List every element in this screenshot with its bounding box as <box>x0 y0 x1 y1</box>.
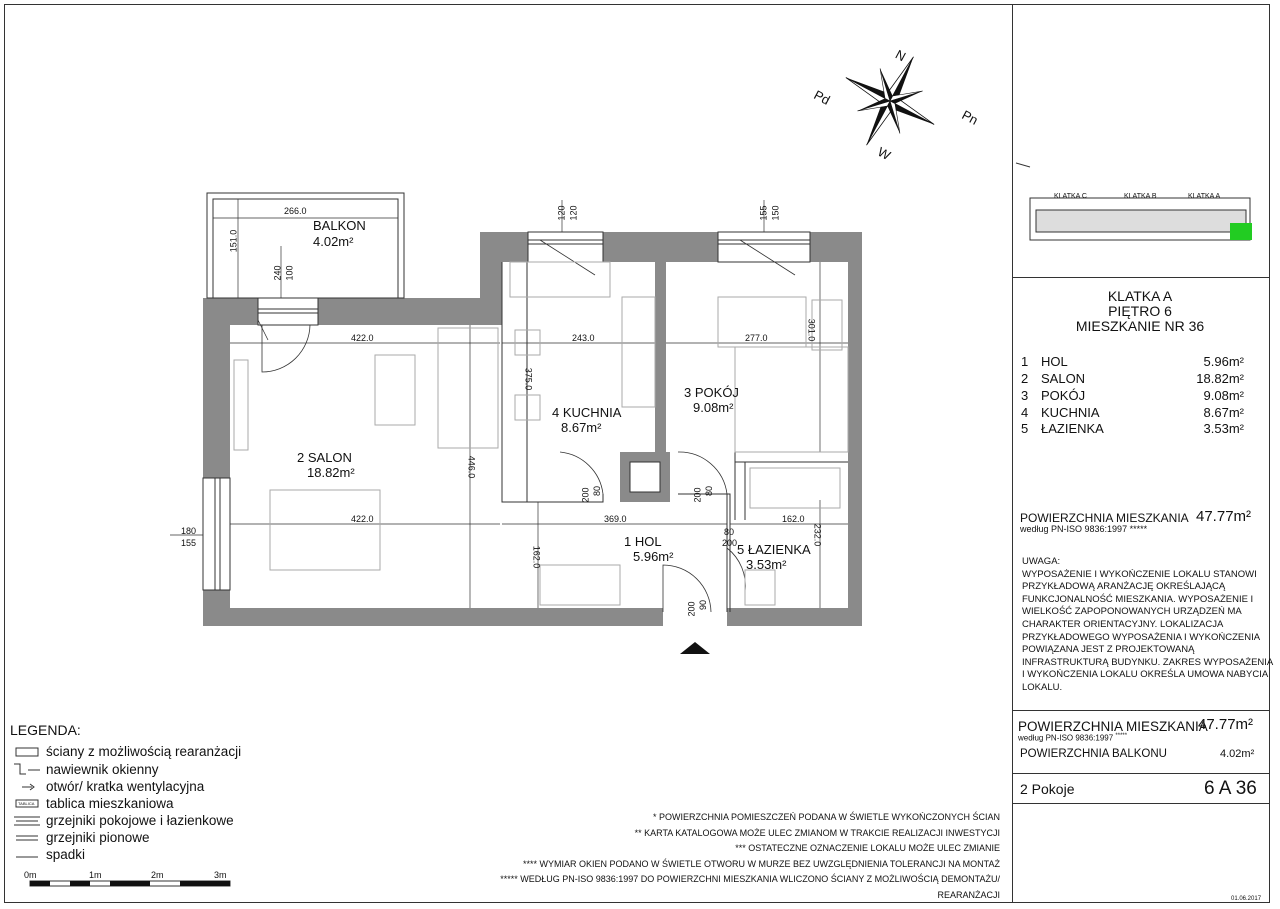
summary-area-value: 47.77m² <box>1198 716 1254 733</box>
uwaga-line: CHARAKTER ORIENTACYJNY. LOKALIZACJA <box>1022 618 1224 630</box>
legend-item-vent: otwór/ kratka wentylacyjna <box>46 779 205 794</box>
apartment-code: 6 A 36 <box>1204 778 1257 799</box>
uwaga-line: LOKALU. <box>1022 681 1063 693</box>
dim-kuchnia-width: 243.0 <box>572 333 595 343</box>
room-salon-area: 18.82m² <box>307 465 355 480</box>
legend-item-walls: ściany z możliwością rearanżacji <box>46 744 242 759</box>
room-kuchnia-area: 8.67m² <box>561 420 602 435</box>
uwaga-note <box>1022 556 1273 695</box>
dim-balkon-door-top: 100 <box>284 265 295 281</box>
uwaga-line: POWIĄZANA JEST Z PROJEKTOWANĄ <box>1022 644 1195 656</box>
footnote: ** KARTA KATALOGOWA MOŻE ULEC ZMIANOM W TRAKCIE REALIZACJI INWESTYCJI <box>634 827 1000 838</box>
footnote: *** OSTATECZNE OZNACZENIE LOKALU MOŻE ULEC ZMIANIE <box>735 843 1000 853</box>
legend-item-radiators: grzejniki pokojowe i łazienkowe <box>46 813 234 828</box>
room-list-no: 5 <box>1021 421 1029 436</box>
scale-label-3: 3m <box>214 870 227 880</box>
uwaga-title: UWAGA: <box>1022 556 1061 567</box>
dim-door-lazienka-top: 80 <box>724 527 735 537</box>
scale-label-2: 2m <box>151 870 164 880</box>
dim-door-pokoj-top: 80 <box>704 485 715 497</box>
dim-door-kuchnia-bottom: 200 <box>580 487 591 503</box>
scale-label-1: 1m <box>89 870 102 880</box>
room-list-name: ŁAZIENKA <box>1041 421 1104 436</box>
scale-bar <box>30 881 230 886</box>
dim-pokoj-width: 277.0 <box>745 333 768 343</box>
dim-door-kuchnia-top: 80 <box>592 485 603 497</box>
room-list-name: HOL <box>1041 354 1068 369</box>
wall-icon <box>16 748 38 756</box>
balcony-area: 4.02m² <box>313 234 354 249</box>
dim-win-kuchnia-bottom: 120 <box>556 205 567 221</box>
footnote: ***** WEDŁUG PN-ISO 9836:1997 DO POWIERZCHNI MIESZKANIA WLICZONO ŚCIANY Z MOŻLIWOŚCIĄ DEMONTAŻU/ <box>500 874 1000 884</box>
keyplan-highlight <box>1230 223 1252 240</box>
footnote: * POWIERZCHNIA POMIESZCZEŃ PODANA W ŚWIETLE WYKOŃCZONYCH ŚCIAN <box>652 812 1000 822</box>
dim-lazienka-height: 232.0 <box>812 523 823 547</box>
compass-east: Pn <box>959 107 981 128</box>
date: 01.06.2017 <box>1231 896 1262 902</box>
dim-win-salon-top: 180 <box>181 526 197 536</box>
dim-balkon-width: 266.0 <box>284 206 307 216</box>
scale-label-0: 0m <box>24 870 37 880</box>
vertical-radiator-icon <box>16 836 38 840</box>
dim-door-pokoj-bottom: 200 <box>692 487 703 503</box>
keyplan-label-c: KLATKA C <box>1054 193 1087 200</box>
uwaga-line: PRZYKŁADOWĄ ARANŻACJĘ OKREŚLAJĄCĄ <box>1022 581 1226 593</box>
dim-balkon-depth: 151.0 <box>228 229 239 253</box>
room-list-area: 3.53m² <box>1203 421 1244 436</box>
room-salon: 2 SALON <box>297 450 352 465</box>
dim-win-pokoj-bottom: 155 <box>758 205 769 221</box>
legend-item-slopes: spadki <box>46 847 86 862</box>
entrance-arrow-icon <box>680 642 710 654</box>
dim-win-salon-bottom: 155 <box>181 538 197 548</box>
legend-plate-text: TABLICA <box>18 801 35 806</box>
legend-item-plate: tablica mieszkaniowa <box>46 796 174 811</box>
room-list-name: POKÓJ <box>1041 388 1086 403</box>
footnote: REARANŻACJI <box>937 889 1000 900</box>
legend-title: LEGENDA: <box>10 722 81 738</box>
keyplan-label-b: KLATKA B <box>1124 193 1157 200</box>
compass-south: W <box>875 143 894 164</box>
uwaga-line: WIELKOŚĆ ZAPOPONOWANYCH URZĄDZEŃ MA <box>1022 606 1242 618</box>
window-vent-icon <box>14 764 40 774</box>
header-apartment: MIESZKANIE NR 36 <box>1075 318 1205 334</box>
dim-balkon-door-bottom: 240 <box>272 265 283 281</box>
room-hol: 1 HOL <box>624 534 662 549</box>
dim-kuchnia-height: 375.0 <box>523 367 534 391</box>
compass-west: Pd <box>811 87 833 108</box>
dim-door-entry-top: 90 <box>698 599 709 611</box>
footnote: **** WYMIAR OKIEN PODANO W ŚWIETLE OTWORU W MURZE BEZ UWZGLĘDNIENIA TOLERANCJI NA MONTAŻ <box>522 858 1000 869</box>
dim-door-lazienka-bottom: 200 <box>722 538 738 548</box>
dim-win-pokoj-top: 150 <box>770 205 781 221</box>
summary-balcony-label: POWIERZCHNIA BALKONU <box>1020 748 1167 760</box>
room-pokoj-area: 9.08m² <box>693 400 734 415</box>
dim-hol-height: 162.0 <box>531 545 542 569</box>
room-list-area: 18.82m² <box>1196 371 1244 386</box>
room-list-area: 9.08m² <box>1203 388 1244 403</box>
room-list-no: 2 <box>1021 371 1029 386</box>
area-standard: według PN-ISO 9836:1997 ***** <box>1020 524 1148 534</box>
room-list-area: 8.67m² <box>1203 405 1244 420</box>
radiator-icon <box>14 817 40 825</box>
dim-pokoj-height: 301.0 <box>806 318 817 342</box>
header-stairwell: KLATKA A <box>1107 288 1173 304</box>
room-list-name: KUCHNIA <box>1041 405 1100 420</box>
area-label: POWIERZCHNIA MIESZKANIA <box>1020 511 1189 525</box>
room-list-name: SALON <box>1041 371 1086 386</box>
room-hol-area: 5.96m² <box>633 549 674 564</box>
uwaga-line: INFRASTRUKTURĄ BUDYNKU. ZAKRES WYPOSAŻENIA <box>1022 656 1274 668</box>
area-value: 47.77m² <box>1196 508 1252 525</box>
dim-salon-height: 446.0 <box>466 455 477 479</box>
room-kuchnia: 4 KUCHNIA <box>552 405 622 420</box>
dim-door-entry-bottom: 200 <box>686 601 697 617</box>
room-lazienka: 5 ŁAZIENKA <box>737 542 811 557</box>
keyplan <box>1016 163 1252 240</box>
room-pokoj: 3 POKÓJ <box>684 385 739 400</box>
uwaga-line: PRZYKŁADOWEGO WYPOSAŻENIA I WYKOŃCZENIA <box>1022 631 1261 643</box>
balcony-name: BALKON <box>313 218 366 233</box>
header-floor: PIĘTRO 6 <box>1108 303 1172 319</box>
uwaga-line: FUNKCJONALNOŚĆ MIESZKANIA. WYPOSAŻENIE I <box>1022 593 1254 605</box>
summary-balcony-value: 4.02m² <box>1220 748 1255 760</box>
legend-item-window-vent: nawiewnik okienny <box>46 762 159 777</box>
dim-salon-width2: 422.0 <box>351 514 374 524</box>
room-list-area: 5.96m² <box>1203 354 1244 369</box>
room-list-no: 4 <box>1021 405 1029 420</box>
dim-salon-width: 422.0 <box>351 333 374 343</box>
uwaga-line: I WYKOŃCZENIA LOKALU OKREŚLA UMOWA NABYCIA <box>1022 669 1269 681</box>
room-list-no: 1 <box>1021 354 1029 369</box>
room-lazienka-area: 3.53m² <box>746 557 787 572</box>
dim-win-kuchnia-top: 120 <box>568 205 579 221</box>
rooms-count: 2 Pokoje <box>1020 781 1075 797</box>
summary-area-standard: według PN-ISO 9836:1997 ***** <box>1018 733 1128 743</box>
uwaga-line: WYPOSAŻENIE I WYKOŃCZENIE LOKALU STANOWI <box>1022 568 1257 580</box>
compass-north: N <box>893 46 909 65</box>
vent-icon <box>22 784 34 790</box>
summary-area-label: POWIERZCHNIA MIESZKANIA <box>1018 719 1208 734</box>
keyplan-label-a: KLATKA A <box>1188 193 1221 200</box>
legend-item-vertical-radiators: grzejniki pionowe <box>46 830 150 845</box>
room-list-no: 3 <box>1021 388 1029 403</box>
dim-lazienka-width: 162.0 <box>782 514 805 524</box>
dim-hol-width: 369.0 <box>604 514 627 524</box>
footnotes <box>500 810 1000 903</box>
